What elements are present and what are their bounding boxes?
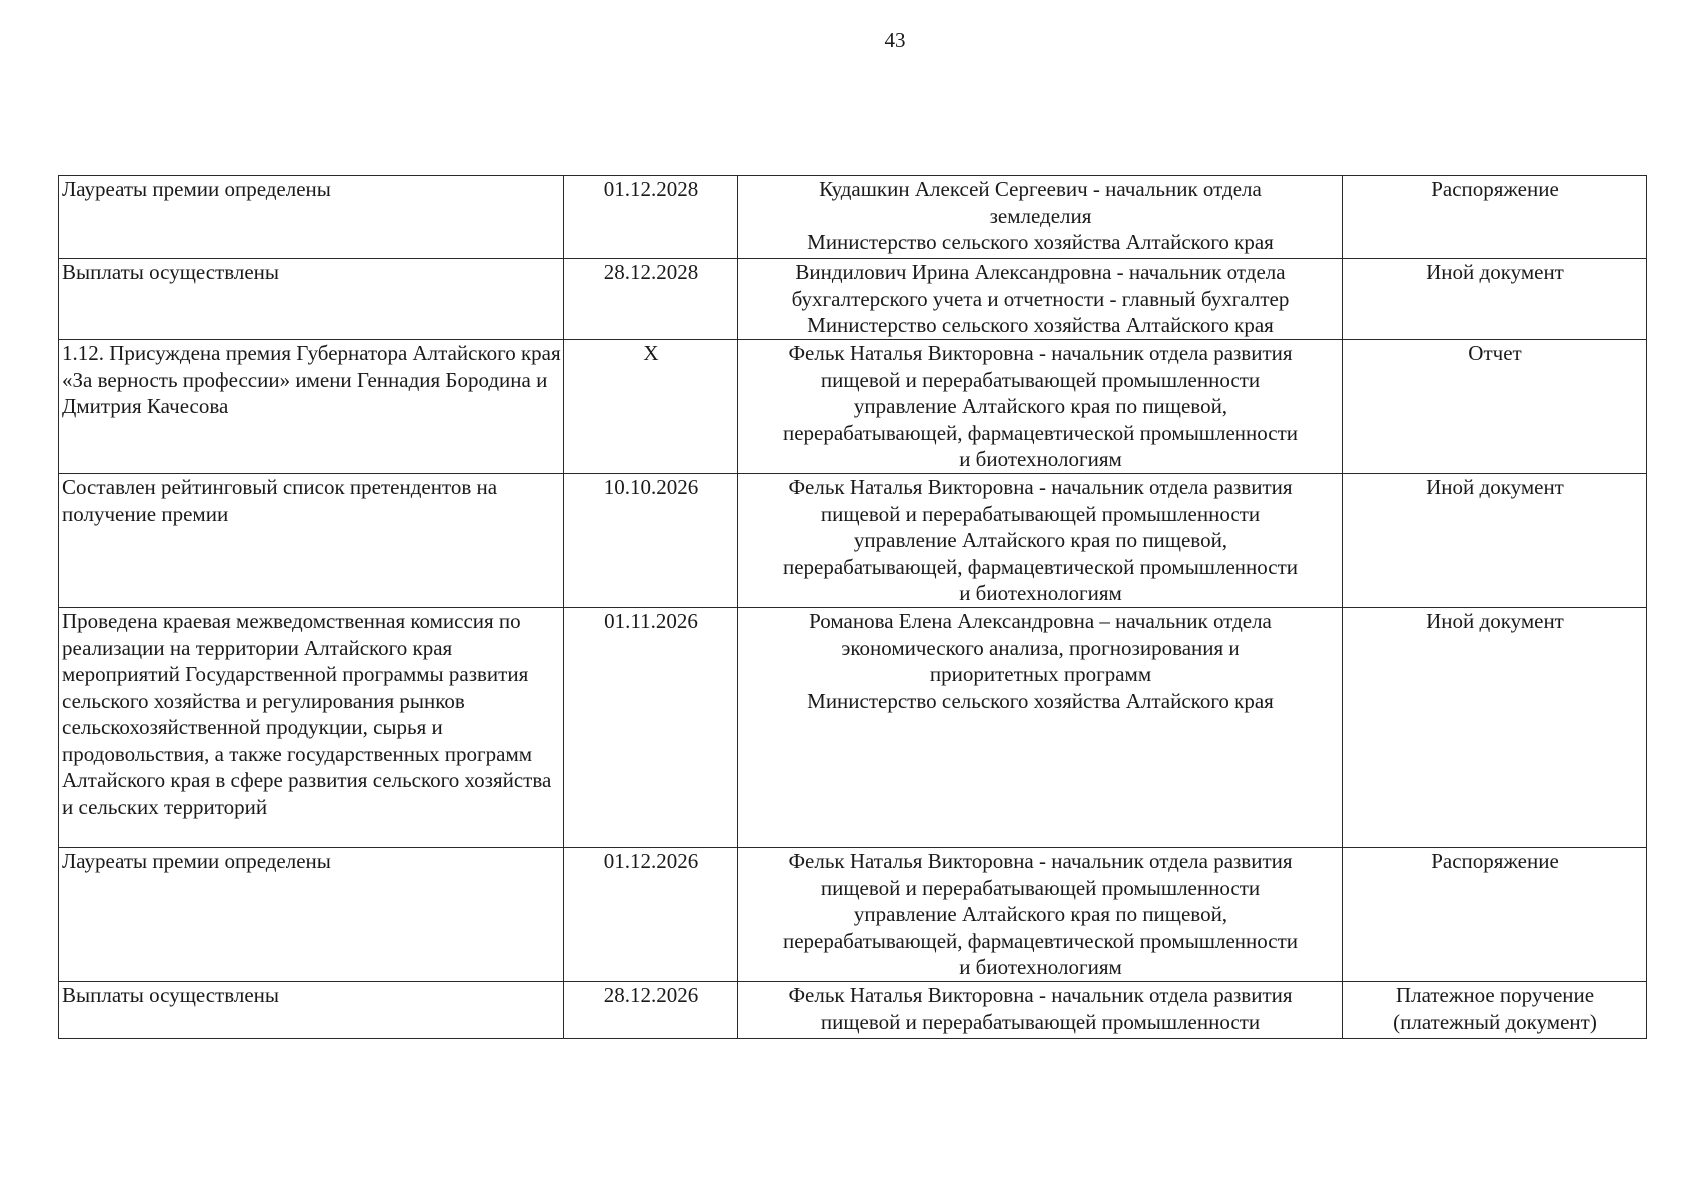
table-row — [59, 259, 1647, 340]
document-cell: Иной документ — [1343, 474, 1647, 608]
document-cell: Иной документ — [1343, 259, 1647, 340]
plan-table — [58, 175, 1647, 1039]
event-cell: Составлен рейтинговый список претендентов на получение премии — [59, 474, 564, 608]
event-cell: Выплаты осуществлены — [59, 982, 564, 1039]
document-cell: Распоряжение — [1343, 176, 1647, 259]
table-row — [59, 340, 1647, 474]
event-cell: Проведена краевая межведомственная комиссия по реализации на территории Алтайского края мероприятий Государственной программы развития сельского хозяйства и регулирования рынков сельскохозяйственной продукции, сырья и продовольствия, а также государственных программ Алтайского края в сфере развития сельского хозяйства и сельских территорий — [59, 608, 564, 848]
table-row — [59, 608, 1647, 848]
document-cell: Распоряжение — [1343, 848, 1647, 982]
responsible-cell: Романова Елена Александровна – начальник отдела экономического анализа, прогнозирования и приоритетных программ Министерство сельского хозяйства Алтайского края — [738, 608, 1343, 848]
event-cell: 1.12. Присуждена премия Губернатора Алтайского края «За верность профессии» имени Геннадия Бородина и Дмитрия Качесова — [59, 340, 564, 474]
date-cell: 01.11.2026 — [564, 608, 738, 848]
date-cell: 28.12.2026 — [564, 982, 738, 1039]
event-cell: Лауреаты премии определены — [59, 848, 564, 982]
responsible-cell: Кудашкин Алексей Сергеевич - начальник отдела земледелия Министерство сельского хозяйства Алтайского края — [738, 176, 1343, 259]
date-cell: 01.12.2028 — [564, 176, 738, 259]
responsible-cell: Виндилович Ирина Александровна - начальник отдела бухгалтерского учета и отчетности - главный бухгалтер Министерство сельского хозяйства Алтайского края — [738, 259, 1343, 340]
document-cell: Отчет — [1343, 340, 1647, 474]
date-cell: 01.12.2026 — [564, 848, 738, 982]
responsible-cell: Фельк Наталья Викторовна - начальник отдела развития пищевой и перерабатывающей промышленности управление Алтайского края по пищевой, перерабатывающей, фармацевтической промышленности и биотехнологиям — [738, 474, 1343, 608]
event-cell: Лауреаты премии определены — [59, 176, 564, 259]
date-cell: 10.10.2026 — [564, 474, 738, 608]
table-row — [59, 176, 1647, 259]
date-cell: X — [564, 340, 738, 474]
date-cell: 28.12.2028 — [564, 259, 738, 340]
responsible-cell: Фельк Наталья Викторовна - начальник отдела развития пищевой и перерабатывающей промышленности — [738, 982, 1343, 1039]
table-row — [59, 848, 1647, 982]
table-row — [59, 982, 1647, 1039]
responsible-cell: Фельк Наталья Викторовна - начальник отдела развития пищевой и перерабатывающей промышленности управление Алтайского края по пищевой, перерабатывающей, фармацевтической промышленности и биотехнологиям — [738, 848, 1343, 982]
responsible-cell: Фельк Наталья Викторовна - начальник отдела развития пищевой и перерабатывающей промышленности управление Алтайского края по пищевой, перерабатывающей, фармацевтической промышленности и биотехнологиям — [738, 340, 1343, 474]
event-cell: Выплаты осуществлены — [59, 259, 564, 340]
table-row — [59, 474, 1647, 608]
page-number: 43 — [884, 28, 906, 52]
document-cell: Иной документ — [1343, 608, 1647, 848]
document-cell: Платежное поручение (платежный документ) — [1343, 982, 1647, 1039]
